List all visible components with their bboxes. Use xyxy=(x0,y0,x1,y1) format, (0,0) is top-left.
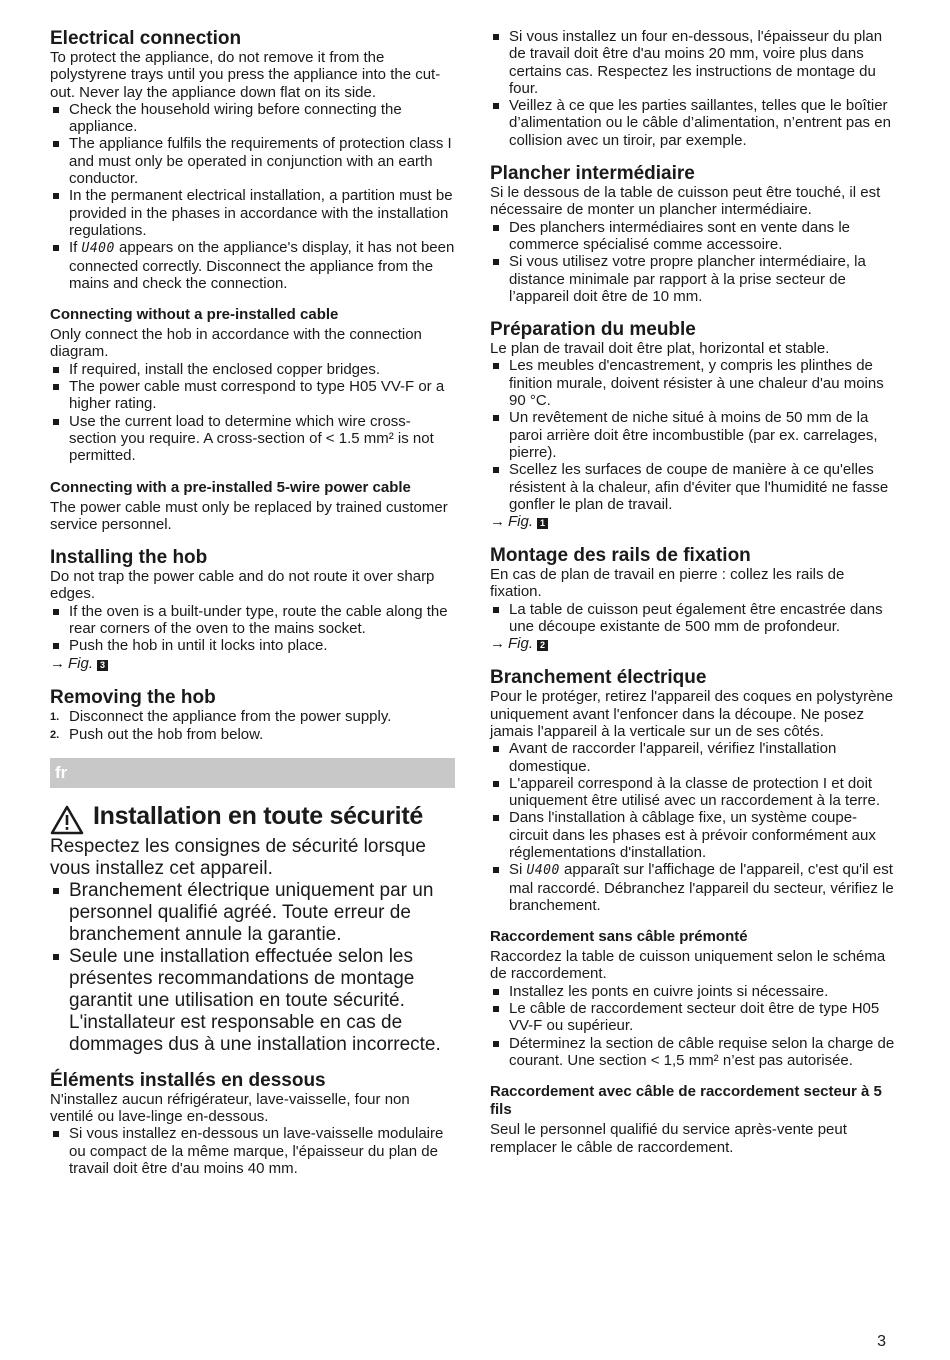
numbered-list xyxy=(50,708,455,744)
text: apparaît sur l'affichage de l'appareil, c'est qu'il est mal raccordé. Débranchez l'appareil du secteur, vérifiez le branchement. xyxy=(509,861,894,914)
list-item: Branchement électrique uniquement par un personnel qualifié agréé. Toute erreur de branchement annule la garantie. xyxy=(50,880,455,946)
paragraph: Si le dessous de la table de cuisson peut être touché, il est nécessaire de monter un plancher intermédiaire. xyxy=(490,184,881,219)
list-item: The power cable must correspond to type H05 VV-F or a higher rating. xyxy=(50,378,455,413)
paragraph: Raccordez la table de cuisson uniquement selon le schéma de raccordement. xyxy=(490,948,886,983)
section-heading-elements-dessous: Éléments installés en dessous xyxy=(50,1069,326,1091)
figure-reference xyxy=(50,655,455,673)
list-item xyxy=(50,726,455,744)
text: If xyxy=(69,239,82,257)
paragraph: The power cable must only be replaced by trained customer service personnel. xyxy=(50,498,448,533)
page-title-safety: Installation en toute sécurité xyxy=(93,801,423,830)
list-item: Dans l'installation à câblage fixe, un système coupe-circuit dans les phases est à prévoir conformément aux réglementations d'installation. xyxy=(490,809,895,861)
list-item: Les meubles d'encastrement, y compris les plinthes de finition murale, doivent résister à une chaleur d'au moins 90 °C. xyxy=(490,357,895,409)
paragraph: To protect the appliance, do not remove it from the polystyrene trays until you press the appliance into the cut-out. Never lay the appliance down flat on its side. xyxy=(50,49,441,101)
list-item: If the oven is a built-under type, route the cable along the rear corners of the oven to the mains socket. xyxy=(50,603,455,638)
paragraph: N'installez aucun réfrigérateur, lave-vaisselle, four non ventilé ou lave-linge en-dessous. xyxy=(50,1090,410,1125)
bullet-list xyxy=(50,880,455,1056)
step-text: Push out the hob from below. xyxy=(69,725,264,743)
bullet-list xyxy=(490,601,895,636)
list-item: La table de cuisson peut également être encastrée dans une découpe existante de 500 mm de profondeur. xyxy=(490,601,895,636)
figure-number-box: 1 xyxy=(537,518,548,529)
list-item: In the permanent electrical installation, a partition must be provided in the phases in accordance with the installation regulations. xyxy=(50,187,455,239)
figure-reference xyxy=(490,513,895,531)
warning-triangle-icon xyxy=(50,805,84,835)
list-item: Avant de raccorder l'appareil, vérifiez l'installation domestique. xyxy=(490,740,895,775)
bullet-list xyxy=(50,1125,455,1177)
list-item: Si vous installez un four en-dessous, l'épaisseur du plan de travail doit être d'au moins 20 mm, voire plus dans certains cas. Respectez les instructions de montage du four. xyxy=(490,28,895,97)
lead-paragraph: Respectez les consignes de sécurité lorsque vous installez cet appareil. xyxy=(50,835,426,879)
section-heading-montage-rails: Montage des rails de fixation xyxy=(490,545,751,567)
arrow-icon: → xyxy=(50,654,65,672)
list-item: Check the household wiring before connecting the appliance. xyxy=(50,101,455,136)
bullet-list xyxy=(50,101,455,292)
figure-label: Fig. xyxy=(508,513,534,531)
paragraph: Pour le protéger, retirez l'appareil des coques en polystyrène uniquement avant l'enfoncer dans la découpe. Ne posez jamais l'appareil à la verticale sur un de ses côtés. xyxy=(490,688,894,740)
figure-number-box: 3 xyxy=(97,660,108,671)
figure-label: Fig. xyxy=(68,654,94,672)
list-item: Des planchers intermédiaires sont en vente dans le commerce spécialisé comme accessoire. xyxy=(490,219,895,254)
right-column xyxy=(490,28,895,1156)
bullet-list xyxy=(490,740,895,914)
list-item: Push the hob in until it locks into place. xyxy=(50,637,455,654)
bullet-list xyxy=(490,357,895,513)
list-item: Installez les ponts en cuivre joints si nécessaire. xyxy=(490,983,895,1000)
list-item: Si vous utilisez votre propre plancher intermédiaire, la distance minimale par rapport à la prise secteur de l’appareil doit être de 10 mm. xyxy=(490,253,895,305)
list-item: Seule une installation effectuée selon les présentes recommandations de montage garantit une utilisation en toute sécurité. L'installateur est responsable en cas de dommages dus à une installation incorrecte. xyxy=(50,946,455,1056)
bullet-list xyxy=(490,28,895,149)
step-number: 2. xyxy=(50,728,60,741)
subheading-with-cable: Connecting with a pre-installed 5-wire power cable xyxy=(50,478,411,496)
list-item xyxy=(50,708,455,726)
bullet-list xyxy=(490,219,895,305)
subheading-avec-cable: Raccordement avec câble de raccordement secteur à 5 fils xyxy=(490,1083,882,1119)
list-item: L'appareil correspond à la classe de protection I et doit uniquement être utilisé avec un raccordement à la terre. xyxy=(490,775,895,810)
list-item: Use the current load to determine which wire cross-section you require. A cross-section of < 1.5 mm² is not permitted. xyxy=(50,413,455,465)
left-column xyxy=(50,28,455,1177)
bullet-list xyxy=(490,983,895,1069)
section-heading-preparation-meuble: Préparation du meuble xyxy=(490,319,696,341)
bullet-list xyxy=(50,361,455,465)
paragraph: Only connect the hob in accordance with the connection diagram. xyxy=(50,326,422,361)
figure-label: Fig. xyxy=(508,635,534,653)
step-text: Disconnect the appliance from the power supply. xyxy=(69,707,392,725)
safety-heading-block xyxy=(50,801,455,830)
list-item: Veillez à ce que les parties saillantes, telles que le boîtier d’alimentation ou le câble d’alimentation, n’entrent pas en collision avec un tiroir, par exemple. xyxy=(490,97,895,149)
section-heading-branchement: Branchement électrique xyxy=(490,667,707,689)
subheading-without-cable: Connecting without a pre-installed cable xyxy=(50,306,339,324)
step-number: 1. xyxy=(50,710,60,723)
list-item xyxy=(50,239,455,292)
arrow-icon: → xyxy=(490,635,505,653)
list-item: If required, install the enclosed copper bridges. xyxy=(50,361,455,378)
error-code: U400 xyxy=(526,863,560,879)
list-item: Déterminez la section de câble requise selon la charge de courant. Une section < 1,5 mm² n’est pas autorisée. xyxy=(490,1035,895,1070)
bullet-list xyxy=(50,603,455,655)
section-heading-plancher: Plancher intermédiaire xyxy=(490,163,695,185)
language-bar: fr xyxy=(50,758,455,788)
figure-number-box: 2 xyxy=(537,640,548,651)
section-heading-removing-hob: Removing the hob xyxy=(50,686,216,708)
list-item xyxy=(490,861,895,914)
section-heading-electrical-connection: Electrical connection xyxy=(50,28,242,49)
list-item: Scellez les surfaces de coupe de manière à ce qu'elles résistent à la chaleur, afin d'éviter que l'humidité ne fasse gonfler le plan de travail. xyxy=(490,461,895,513)
figure-reference xyxy=(490,635,895,653)
section-heading-installing-hob: Installing the hob xyxy=(50,547,208,569)
list-item: Le câble de raccordement secteur doit être de type H05 VV-F ou supérieur. xyxy=(490,1000,895,1035)
page-number: 3 xyxy=(877,1333,886,1350)
paragraph: Le plan de travail doit être plat, horizontal et stable. xyxy=(490,340,830,358)
text: appears on the appliance's display, it has not been connected correctly. Disconnect the appliance from the mains and check the connection. xyxy=(69,239,455,292)
paragraph: Seul le personnel qualifié du service après-vente peut remplacer le câble de raccordement. xyxy=(490,1121,847,1156)
list-item: Un revêtement de niche situé à moins de 50 mm de la paroi arrière doit être incombustible (par ex. carrelages, pierre). xyxy=(490,409,895,461)
list-item: Si vous installez en-dessous un lave-vaisselle modulaire ou compact de la même marque, l'épaisseur du plan de travail doit être d'au moins 40 mm. xyxy=(50,1125,455,1177)
paragraph: En cas de plan de travail en pierre : collez les rails de fixation. xyxy=(490,566,845,601)
subheading-sans-cable: Raccordement sans câble prémonté xyxy=(490,928,748,946)
error-code: U400 xyxy=(81,241,115,257)
text: Si xyxy=(509,861,527,879)
list-item: The appliance fulfils the requirements of protection class I and must only be operated in conjunction with an earth conductor. xyxy=(50,135,455,187)
paragraph: Do not trap the power cable and do not route it over sharp edges. xyxy=(50,568,435,603)
arrow-icon: → xyxy=(490,513,505,531)
